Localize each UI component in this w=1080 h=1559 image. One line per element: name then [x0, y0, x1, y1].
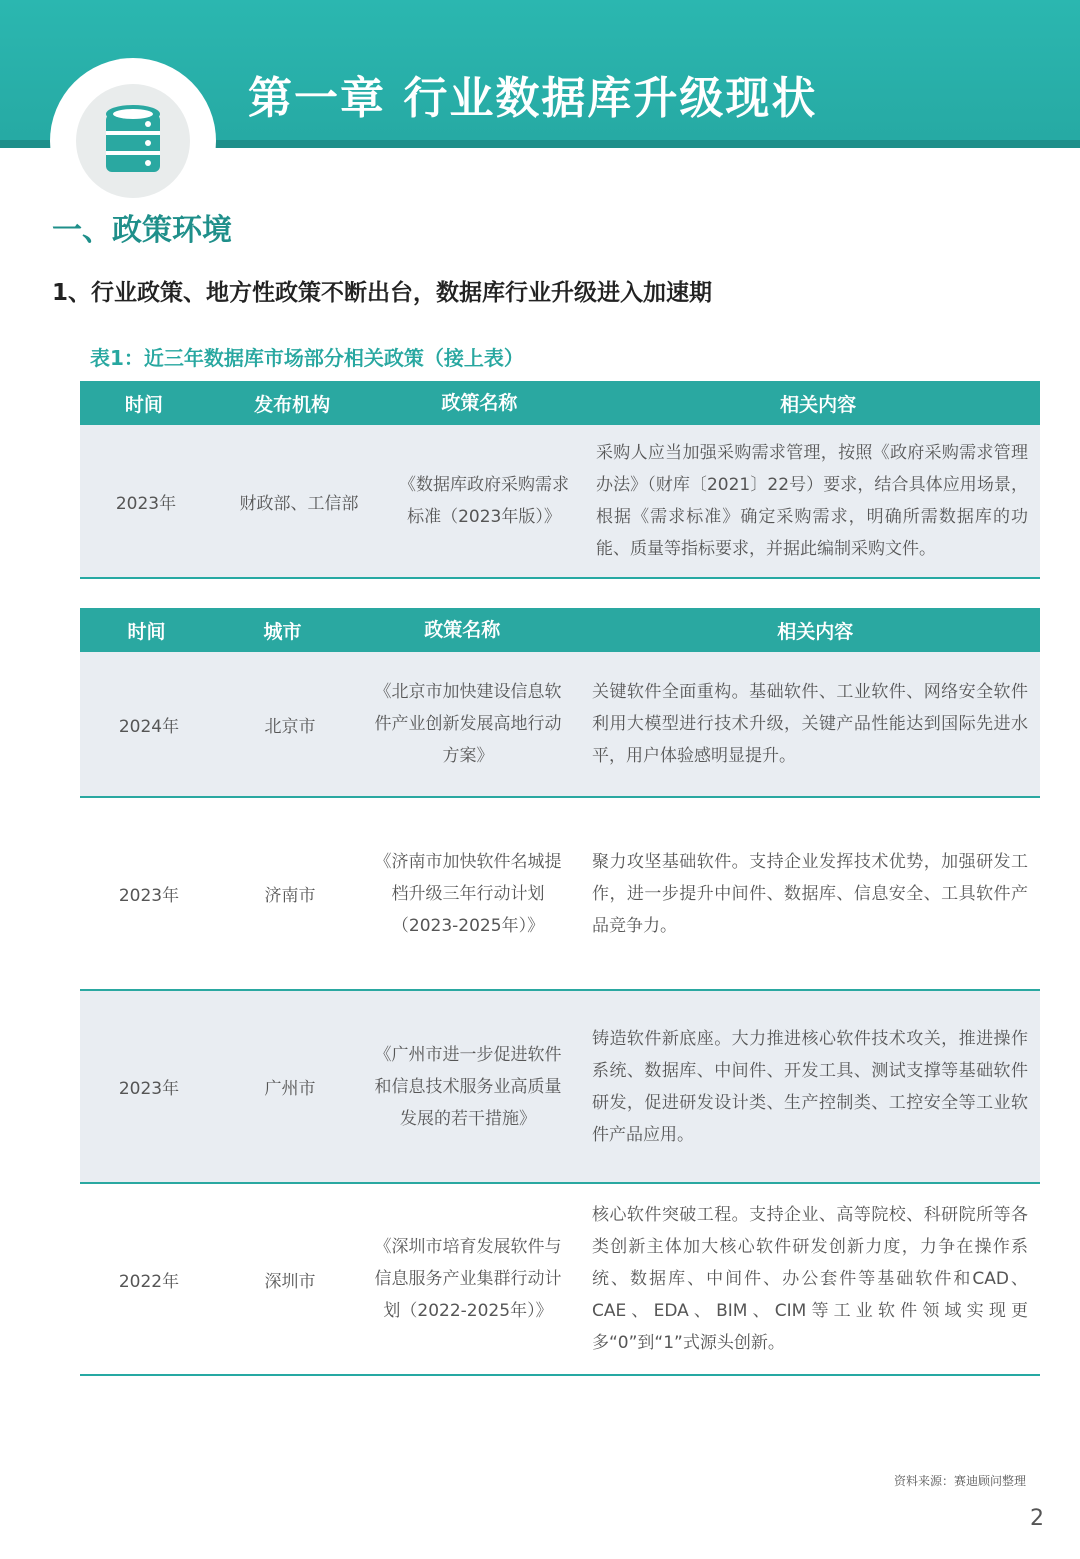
cell-org: 财政部、工信部: [239, 493, 359, 514]
header-policy-name: 政策名称: [424, 619, 501, 641]
policy-table-national: [80, 381, 1040, 579]
section-title: 一、政策环境: [52, 213, 232, 248]
cell-time: 2022年: [118, 1271, 180, 1292]
header-content: 相关内容: [777, 620, 854, 643]
cell-content: 聚力攻坚基础软件。支持企业发挥技术优势，加强研发工作，进一步提升中间件、数据库、信息安全、工具软件产品竞争力。: [592, 851, 1028, 936]
cell-content: 关键软件全面重构。基础软件、工业软件、网络安全软件利用大模型进行技术升级，关键产品性能达到国际先进水平，用户体验感明显提升。: [592, 682, 1028, 766]
chapter-icon-badge: [50, 58, 216, 224]
cell-policy-name: 《深圳市培育发展软件与信息服务产业集群行动计划（2022-2025年）》: [374, 1237, 562, 1321]
header-time: 时间: [124, 393, 163, 416]
cell-policy-name: 《北京市加快建设信息软件产业创新发展高地行动方案》: [374, 682, 562, 766]
header-org: 发布机构: [254, 393, 331, 416]
chapter-icon-background: [76, 84, 190, 198]
cell-city: 济南市: [264, 886, 316, 906]
cell-content: 核心软件突破工程。支持企业、高等院校、科研院所等各类创新主体加大核心软件研发创新力度，力争在操作系统、数据库、中间件、办公套件等基础软件和CAD、CAE、EDA、BIM、CIM等工业软件领域实现更多“0”到“1”式源头创新。: [592, 1205, 1028, 1353]
cell-policy-name: 《数据库政府采购需求标准（2023年版）》: [399, 475, 569, 527]
cell-time: 2024年: [118, 716, 180, 737]
cell-city: 北京市: [264, 716, 316, 737]
cell-time: 2023年: [118, 1079, 180, 1099]
cell-city: 深圳市: [264, 1271, 316, 1292]
cell-policy-name: 《广州市进一步促进软件和信息技术服务业高质量发展的若干措施》: [374, 1044, 562, 1129]
header-city: 城市: [263, 620, 302, 643]
cell-time: 2023年: [118, 886, 180, 906]
header-policy-name: 政策名称: [441, 392, 518, 414]
table-header: [80, 608, 1040, 652]
table-row: [80, 1184, 1040, 1374]
cell-city: 广州市: [264, 1079, 316, 1099]
table-caption: 表1：近三年数据库市场部分相关政策（接上表）: [90, 346, 524, 370]
policy-table-cities: [80, 608, 1040, 1376]
table-row: [80, 425, 1040, 577]
page-number: 2: [1030, 1506, 1044, 1531]
header-time: 时间: [127, 620, 166, 643]
source-note: 资料来源：赛迪顾问整理: [893, 1474, 1026, 1488]
table-row: [80, 991, 1040, 1184]
table-row: [80, 798, 1040, 991]
cell-content: 采购人应当加强采购需求管理，按照《政府采购需求管理办法》（财库〔2021〕22号）要求，结合具体应用场景，根据《需求标准》确定采购需求，明确所需数据库的功能、质量等指标要求，并据此编制采购文件。: [596, 443, 1028, 559]
cell-time: 2023年: [115, 493, 177, 514]
table-row: [80, 652, 1040, 798]
cell-policy-name: 《济南市加快软件名城提档升级三年行动计划（2023-2025年）》: [374, 851, 562, 936]
table-header: [80, 381, 1040, 425]
subsection-title: 1、行业政策、地方性政策不断出台，数据库行业升级进入加速期: [52, 280, 713, 306]
cell-content: 铸造软件新底座。大力推进核心软件技术攻关，推进操作系统、数据库、中间件、开发工具、测试支撑等基础软件研发，促进研发设计类、生产控制类、工控安全等工业软件产品应用。: [592, 1028, 1028, 1145]
header-content: 相关内容: [780, 393, 857, 416]
chapter-title: 第一章 行业数据库升级现状: [248, 73, 818, 124]
database-icon: [104, 104, 162, 178]
